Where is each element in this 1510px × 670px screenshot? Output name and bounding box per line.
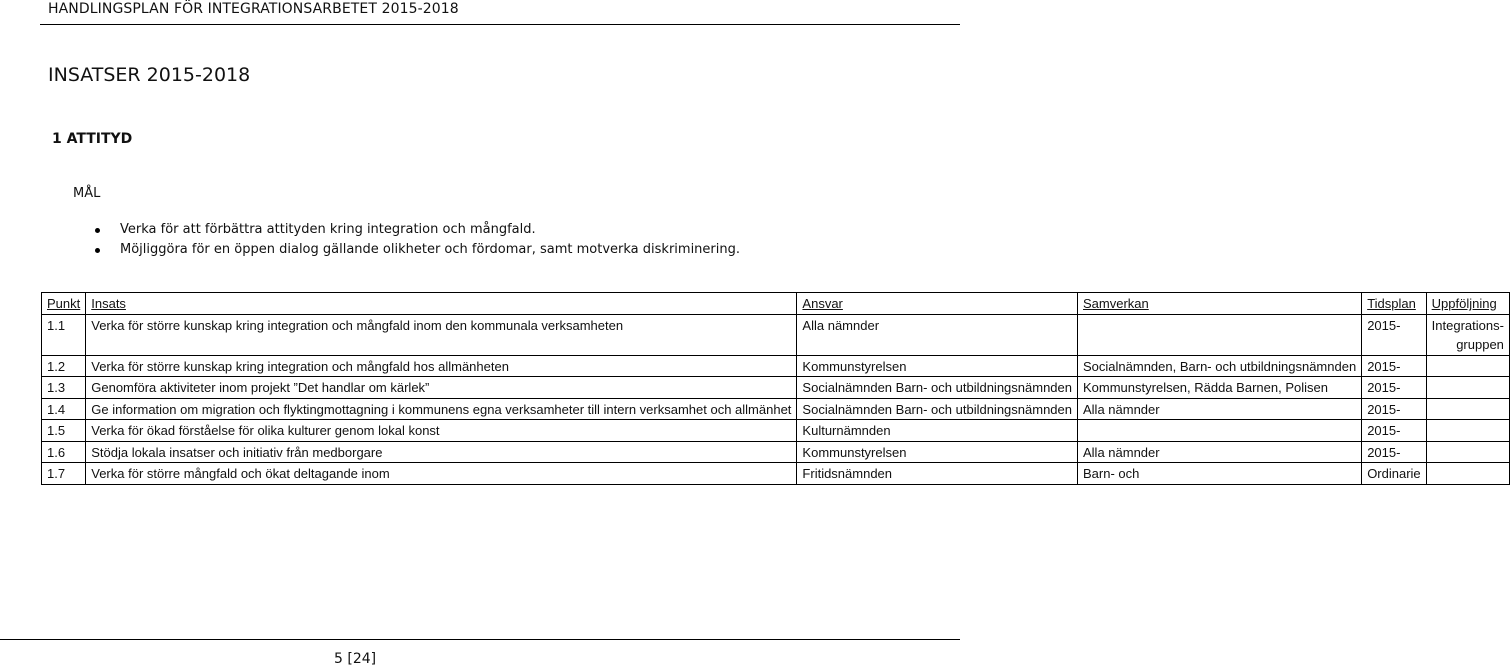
footer-divider — [0, 639, 960, 640]
goal-item — [95, 242, 740, 262]
cell-samverkan — [1078, 420, 1362, 442]
table-row — [42, 420, 1510, 442]
cell-tidsplan: 2015- — [1362, 314, 1426, 355]
cell-insats: Verka för större kunskap kring integration och mångfald inom den kommunala verksamheten — [86, 314, 797, 355]
cell-samverkan: Alla nämnder — [1078, 441, 1362, 463]
cell-ansvar: Kommunstyrelsen — [797, 355, 1078, 377]
column-header-ansvar: Ansvar — [797, 293, 1078, 315]
cell-punkt: 1.6 — [42, 441, 86, 463]
cell-punkt: 1.1 — [42, 314, 86, 355]
table-row — [42, 398, 1510, 420]
cell-uppfoljning: Integrations- gruppen — [1426, 314, 1509, 355]
cell-ansvar: Socialnämnden Barn- och utbildningsnämnden — [797, 398, 1078, 420]
cell-punkt: 1.7 — [42, 463, 86, 485]
cell-tidsplan: 2015- — [1362, 355, 1426, 377]
cell-samverkan: Kommunstyrelsen, Rädda Barnen, Polisen — [1078, 377, 1362, 399]
cell-ansvar: Kulturnämnden — [797, 420, 1078, 442]
cell-insats: Genomföra aktiviteter inom projekt ”Det handlar om kärlek” — [86, 377, 797, 399]
column-header-tidsplan: Tidsplan — [1362, 293, 1426, 315]
cell-samverkan: Barn- och — [1078, 463, 1362, 485]
goal-text: Verka för att förbättra attityden kring integration och mångfald. — [120, 222, 536, 237]
table-header-row — [42, 293, 1510, 315]
cell-uppfoljning — [1426, 420, 1509, 442]
bullet-icon — [95, 248, 100, 253]
column-header-punkt: Punkt — [42, 293, 86, 315]
table-row — [42, 441, 1510, 463]
cell-samverkan: Alla nämnder — [1078, 398, 1362, 420]
cell-ansvar: Socialnämnden Barn- och utbildningsnämnden — [797, 377, 1078, 399]
cell-tidsplan: 2015- — [1362, 377, 1426, 399]
cell-punkt: 1.3 — [42, 377, 86, 399]
column-header-samverkan: Samverkan — [1078, 293, 1362, 315]
cell-insats: Stödja lokala insatser och initiativ från medborgare — [86, 441, 797, 463]
main-heading: INSATSER 2015-2018 — [48, 64, 251, 86]
goal-item — [95, 222, 740, 242]
cell-samverkan — [1078, 314, 1362, 355]
cell-uppfoljning — [1426, 377, 1509, 399]
cell-tidsplan: 2015- — [1362, 398, 1426, 420]
cell-punkt: 1.4 — [42, 398, 86, 420]
cell-tidsplan: 2015- — [1362, 420, 1426, 442]
header-divider — [40, 24, 960, 25]
document-header-title: HANDLINGSPLAN FÖR INTEGRATIONSARBETET 2015-2018 — [48, 1, 459, 17]
cell-punkt: 1.2 — [42, 355, 86, 377]
cell-punkt: 1.5 — [42, 420, 86, 442]
column-header-insats: Insats — [86, 293, 797, 315]
page-number: 5 [24] — [334, 651, 377, 667]
goal-list — [95, 222, 740, 262]
cell-tidsplan: 2015- — [1362, 441, 1426, 463]
cell-insats: Verka för ökad förståelse för olika kulturer genom lokal konst — [86, 420, 797, 442]
cell-ansvar: Kommunstyrelsen — [797, 441, 1078, 463]
action-plan-table — [41, 292, 1510, 485]
section-heading: 1 ATTITYD — [52, 131, 133, 147]
cell-uppfoljning — [1426, 355, 1509, 377]
cell-uppfoljning — [1426, 398, 1509, 420]
cell-insats: Verka för större kunskap kring integration och mångfald hos allmänheten — [86, 355, 797, 377]
cell-uppfoljning — [1426, 441, 1509, 463]
cell-insats: Verka för större mångfald och ökat deltagande inom — [86, 463, 797, 485]
cell-uppfoljning — [1426, 463, 1509, 485]
cell-ansvar: Fritidsnämnden — [797, 463, 1078, 485]
goal-text: Möjliggöra för en öppen dialog gällande olikheter och fördomar, samt motverka diskriminering. — [120, 242, 740, 257]
table-row — [42, 314, 1510, 355]
table-row — [42, 377, 1510, 399]
cell-samverkan: Socialnämnden, Barn- och utbildningsnämnden — [1078, 355, 1362, 377]
bullet-icon — [95, 228, 100, 233]
cell-insats: Ge information om migration och flyktingmottagning i kommunens egna verksamheter till intern verksamhet och allmänhet — [86, 398, 797, 420]
cell-ansvar: Alla nämnder — [797, 314, 1078, 355]
table-row — [42, 463, 1510, 485]
cell-tidsplan: Ordinarie — [1362, 463, 1426, 485]
column-header-uppfoljning: Uppföljning — [1426, 293, 1509, 315]
goal-label: MÅL — [73, 186, 101, 201]
table-row — [42, 355, 1510, 377]
